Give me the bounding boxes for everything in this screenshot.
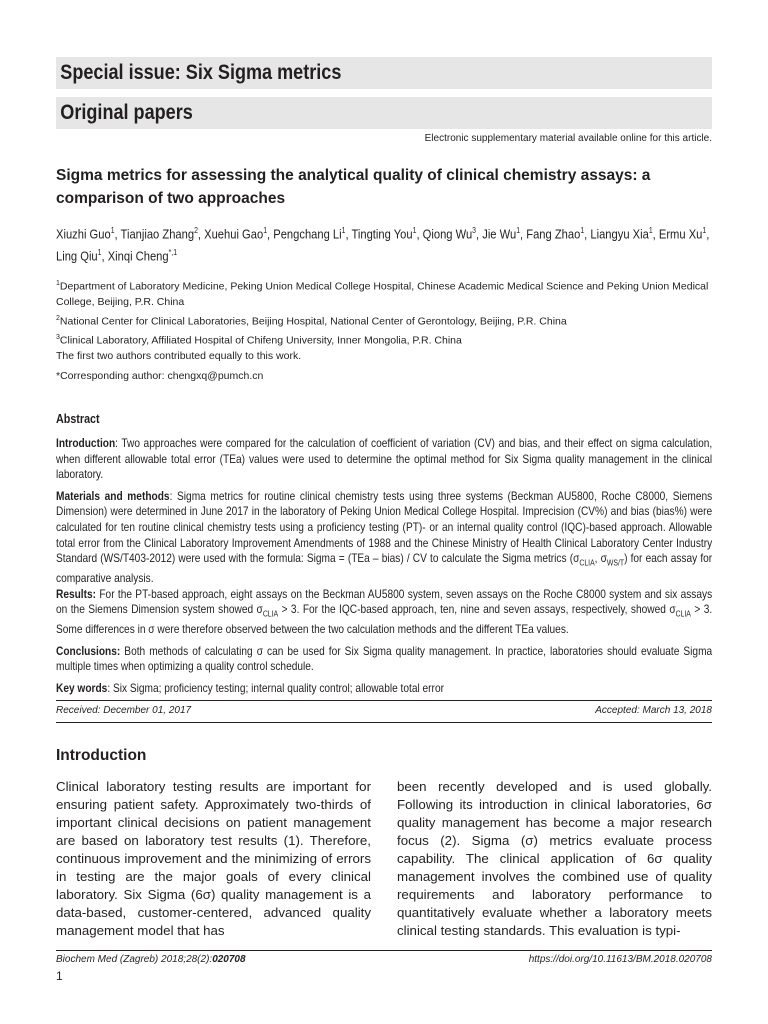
author-affiliation-marker: 1 <box>263 226 268 235</box>
section-banner <box>56 97 712 129</box>
abstract-introduction: Introduction: Two approaches were compared for the calculation of coefficient of variation (CV) and bias, and their effect on sigma calculation, when different allowable total error (TEa) values were used to determine the optimal method for Six Sigma quality management in the clinical laboratory. <box>56 436 713 482</box>
abstract-results: Results: For the PT-based approach, eight assays on the Beckman AU5800 system, seven assays on the Roche C8000 system and six assays on the Siemens Dimension system showed $\sigma_{CLIA} > 3$. For the IQC-based approach, ten, nine and seven assays, respectively, showed $\sigma_{CLIA} > 3$. Some differences in σ were therefore observed between the two calculation methods and the different TEa values. <box>56 586 713 637</box>
abstract-conclusions: Conclusions: Both methods of calculating σ can be used for Six Sigma quality management. In practice, laboratories should evaluate Sigma multiple times when optimizing a quality control schedule. <box>56 643 713 674</box>
author-name: Xuehui Gao <box>204 226 264 242</box>
introduction-heading: Introduction <box>56 747 147 764</box>
journal-citation: Biochem Med (Zagreb) 2018;28(2):020708 <box>56 954 246 965</box>
intro-column-left: Clinical laboratory testing results are important for ensuring patient safety. Approximately two-thirds of important clinical decisions on patient management are based on laboratory test results (1). Therefore, continuous improvement and the minimizing of errors in testing are the major goals of every clinical laboratory. Six Sigma (6σ) quality management is a data-based, customer-centered, advanced quality management model that has <box>56 779 371 938</box>
supplementary-note[interactable]: Electronic supplementary material available online for this article. <box>424 133 712 144</box>
author-name: Xiuzhi Guo <box>56 226 111 242</box>
page-number: 1 <box>56 969 63 983</box>
author-name: Fang Zhao <box>526 226 581 242</box>
author-affiliation-marker: 1 <box>702 226 707 235</box>
author-affiliation-marker: *,1 <box>168 248 178 258</box>
author-name: Liangyu Xia <box>590 226 649 242</box>
author-affiliation-marker: 1 <box>580 226 585 235</box>
author-affiliation-marker: 1 <box>97 248 102 258</box>
article-title: Sigma metrics for assessing the analytical quality of clinical chemistry assays: a comparison of two approaches <box>56 167 651 207</box>
section-text: Original papers <box>60 101 193 124</box>
dates-top-divider <box>56 700 712 701</box>
author-name: Tingting You <box>351 226 413 242</box>
abstract-keywords: Key words: Six Sigma; proficiency testing; internal quality control; allowable total error <box>56 681 444 696</box>
author-name: Pengchang Li <box>273 226 342 242</box>
equal-contribution-note: The first two authors contributed equally to this work. <box>56 349 302 362</box>
author-name: Tianjiao Zhang <box>120 226 195 242</box>
author-affiliation-marker: 1 <box>412 226 417 235</box>
doi-link[interactable]: https://doi.org/10.11613/BM.2018.020708 <box>528 954 712 965</box>
author-affiliation-marker: 2 <box>194 226 198 235</box>
author-name: Ermu Xu <box>658 226 703 242</box>
footer-divider <box>56 950 712 951</box>
affiliation-3: $^3$Clinical Laboratory, Affiliated Hospital of Chifeng University, Inner Mongolia, P.R. China <box>56 333 462 346</box>
affiliation-2: $^2$National Center for Clinical Laboratories, Beijing Hospital, National Center of Gerontology, Beijing, P.R. China <box>56 314 567 327</box>
author-affiliation-marker: 1 <box>648 226 653 235</box>
author-name: Jie Wu <box>482 226 517 242</box>
special-issue-text: Special issue: Six Sigma metrics <box>60 61 342 84</box>
received-date: Received: December 01, 2017 <box>56 705 192 716</box>
affiliations <box>56 276 712 364</box>
affiliation-1: $^1$Department of Laboratory Medicine, Peking Union Medical College Hospital, Chinese Academic Medical Science and Peking Union Medical College, Beijing, P.R. China <box>56 280 709 308</box>
author-list: Xiuzhi Guo$^1$, Tianjiao Zhang$^2$, Xuehui Gao$^1$, Pengchang Li$^1$, Tingting You$^1$, Qiong Wu$^3$, Jie Wu$^1$, Fang Zhao$^1$, Liangyu Xia$^1$, Ermu Xu$^1$, Ling Qiu$^1$, Xinqi Cheng$^{*,1}$ <box>56 226 710 264</box>
author-affiliation-marker: 1 <box>110 226 115 235</box>
corresponding-author[interactable]: *Corresponding author: chengxq@pumch.cn <box>56 370 264 382</box>
abstract-heading: Abstract <box>56 412 100 426</box>
accepted-date: Accepted: March 13, 2018 <box>595 705 712 716</box>
author-name: Ling Qiu <box>56 248 98 264</box>
dates-bottom-divider <box>56 722 712 723</box>
author-affiliation-marker: 1 <box>516 226 521 235</box>
author-affiliation-marker: 1 <box>341 226 346 235</box>
author-name: Qiong Wu <box>422 226 473 242</box>
special-issue-banner <box>56 57 712 89</box>
author-affiliation-marker: 3 <box>472 226 477 235</box>
abstract-body <box>56 436 712 703</box>
author-name: Xinqi Cheng <box>107 248 169 264</box>
abstract-methods: Materials and methods: Sigma metrics for routine clinical chemistry tests using three systems (Beckman AU5800, Roche C8000, Siemens Dimension) were determined in June 2017 in the laboratory of Peking Union Medical College Hospital. Imprecision (CV%) and bias (bias%) were calculated for ten routine clinical chemistry tests using a proficiency testing (PT)- or an internal quality control (IQC)-based approach. Allowable total error from the Clinical Laboratory Improvement Amendments of 1988 and the Chinese Ministry of Health Clinical Laboratory Center Industry Standard (WS/T403-2012) were used with the formula: Sigma = (TEa – bias) / CV to calculate the Sigma metrics ($\sigma_{CLIA}$, $\sigma_{WS/T}$) for each assay for comparative analysis. <box>56 488 713 586</box>
intro-column-right: been recently developed and is used globally. Following its introduction in clinical laboratories, 6σ quality management has become a major research focus (2). Sigma (σ) metrics evaluate process capability. The clinical application of 6σ quality management involves the combined use of quality requirements and laboratory performance to quantitatively evaluate whether a laboratory meets clinical testing standards. This evaluation is typi- <box>397 779 712 938</box>
